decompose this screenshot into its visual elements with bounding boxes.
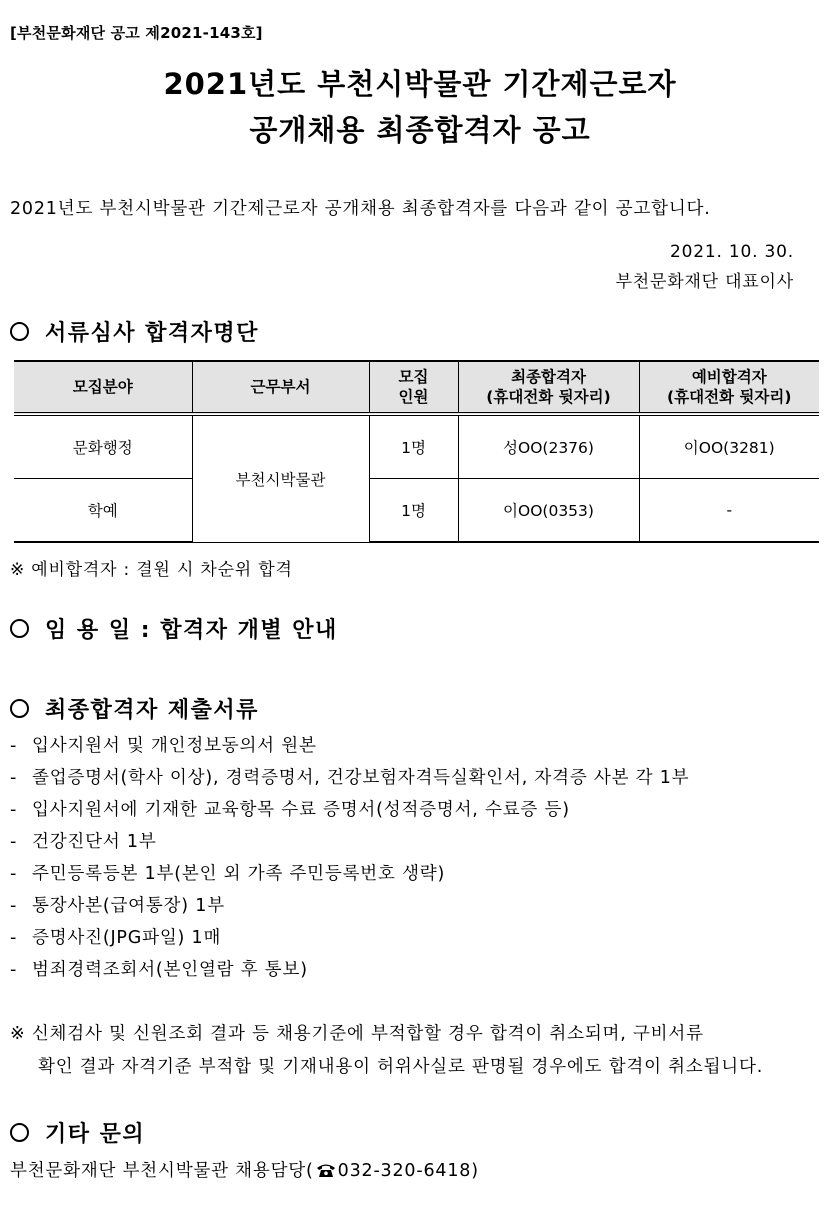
header-field: 모집분야 — [14, 361, 192, 414]
dash-bullet: - — [10, 736, 18, 756]
contact-line — [10, 1157, 479, 1183]
title-line-1: 2021년도 부천시박물관 기간제근로자 — [163, 67, 677, 101]
intro-text: 2021년도 부천시박물관 기간제근로자 공개채용 최종합격자를 다음과 같이 공고합니다. — [10, 199, 711, 219]
section-docs-heading — [10, 693, 259, 724]
dash-bullet: - — [10, 768, 18, 788]
list-item — [10, 798, 689, 830]
list-item — [10, 958, 689, 990]
cell-reserve: - — [639, 479, 819, 543]
table-header-row — [14, 361, 819, 414]
cancellation-note — [10, 1018, 763, 1084]
issuer: 부천문화재단 대표이사 — [615, 272, 794, 292]
cell-reserve: 이OO(3281) — [639, 414, 819, 479]
header-dept: 근무부서 — [192, 361, 369, 414]
document-text: 입사지원서에 기재한 교육항목 수료 증명서(성적증명서, 수료증 등) — [32, 800, 570, 820]
cell-dept: 부천시박물관 — [192, 414, 369, 542]
header-count — [369, 361, 458, 414]
cell-count: 1명 — [369, 479, 458, 543]
circle-icon — [10, 1123, 29, 1142]
dash-bullet: - — [10, 928, 18, 948]
results-table — [14, 360, 819, 543]
section-contact-heading — [10, 1117, 145, 1148]
documents-list — [10, 734, 689, 990]
list-item — [10, 862, 689, 894]
list-item — [10, 766, 689, 798]
header-final — [458, 361, 639, 414]
notice-date: 2021. 10. 30. — [670, 242, 794, 262]
document-text: 건강진단서 1부 — [32, 832, 157, 852]
cell-field: 학예 — [14, 479, 192, 543]
header-reserve — [639, 361, 819, 414]
cell-field: 문화행정 — [14, 414, 192, 479]
list-item — [10, 734, 689, 766]
dash-bullet: - — [10, 896, 18, 916]
dash-bullet: - — [10, 864, 18, 884]
header-final-line1: 최종합격자 — [511, 368, 586, 386]
section-start-label: 임 용 일 : 합격자 개별 안내 — [45, 618, 338, 643]
section-contact-label: 기타 문의 — [45, 1122, 146, 1147]
dash-bullet: - — [10, 832, 18, 852]
header-count-line1: 모집 — [398, 368, 429, 386]
section-results-label: 서류심사 합격자명단 — [45, 321, 259, 346]
table-row — [14, 414, 819, 479]
list-item — [10, 926, 689, 958]
header-reserve-line1: 예비합격자 — [691, 368, 767, 386]
section-start-heading — [10, 613, 338, 644]
document-text: 입사지원서 및 개인정보동의서 원본 — [32, 736, 317, 756]
header-count-line2: 인원 — [398, 388, 429, 406]
circle-icon — [10, 699, 29, 718]
reserve-note: ※ 예비합격자 : 결원 시 차순위 합격 — [10, 560, 293, 580]
circle-icon — [10, 322, 29, 341]
cancellation-note-line1: ※ 신체검사 및 신원조회 결과 등 채용기준에 부적합할 경우 합격이 취소되며, 구비서류 — [10, 1024, 704, 1044]
table-row — [14, 479, 819, 543]
contact-phone: 032-320-6418) — [337, 1161, 479, 1181]
section-docs-label: 최종합격자 제출서류 — [45, 698, 259, 723]
notice-number: [부천문화재단 공고 제2021-143호] — [10, 24, 263, 42]
cancellation-note-line2: 확인 결과 자격기준 부적합 및 기재내용이 허위사실로 판명될 경우에도 합격이 취소됩니다. — [38, 1057, 764, 1077]
cell-final: 이OO(0353) — [458, 479, 639, 543]
document-text: 통장사본(급여통장) 1부 — [32, 896, 225, 916]
header-final-line2: (휴대전화 뒷자리) — [486, 388, 611, 406]
header-reserve-line2: (휴대전화 뒷자리) — [667, 388, 792, 406]
cell-final: 성OO(2376) — [458, 414, 639, 479]
dash-bullet: - — [10, 800, 18, 820]
list-item — [10, 894, 689, 926]
phone-icon — [316, 1162, 336, 1183]
cell-count: 1명 — [369, 414, 458, 479]
document-text: 졸업증명서(학사 이상), 경력증명서, 건강보험자격득실확인서, 자격증 사본 각 1부 — [32, 768, 690, 788]
document-text: 증명사진(JPG파일) 1매 — [32, 928, 222, 948]
title-line-2: 공개채용 최종합격자 공고 — [249, 113, 591, 147]
contact-prefix: 부천문화재단 부천시박물관 채용담당( — [10, 1161, 314, 1181]
list-item — [10, 830, 689, 862]
dash-bullet: - — [10, 960, 18, 980]
document-text: 범죄경력조회서(본인열람 후 통보) — [32, 960, 308, 980]
section-results-heading — [10, 316, 259, 347]
document-text: 주민등록등본 1부(본인 외 가족 주민등록번호 생략) — [32, 864, 446, 884]
circle-icon — [10, 619, 29, 638]
